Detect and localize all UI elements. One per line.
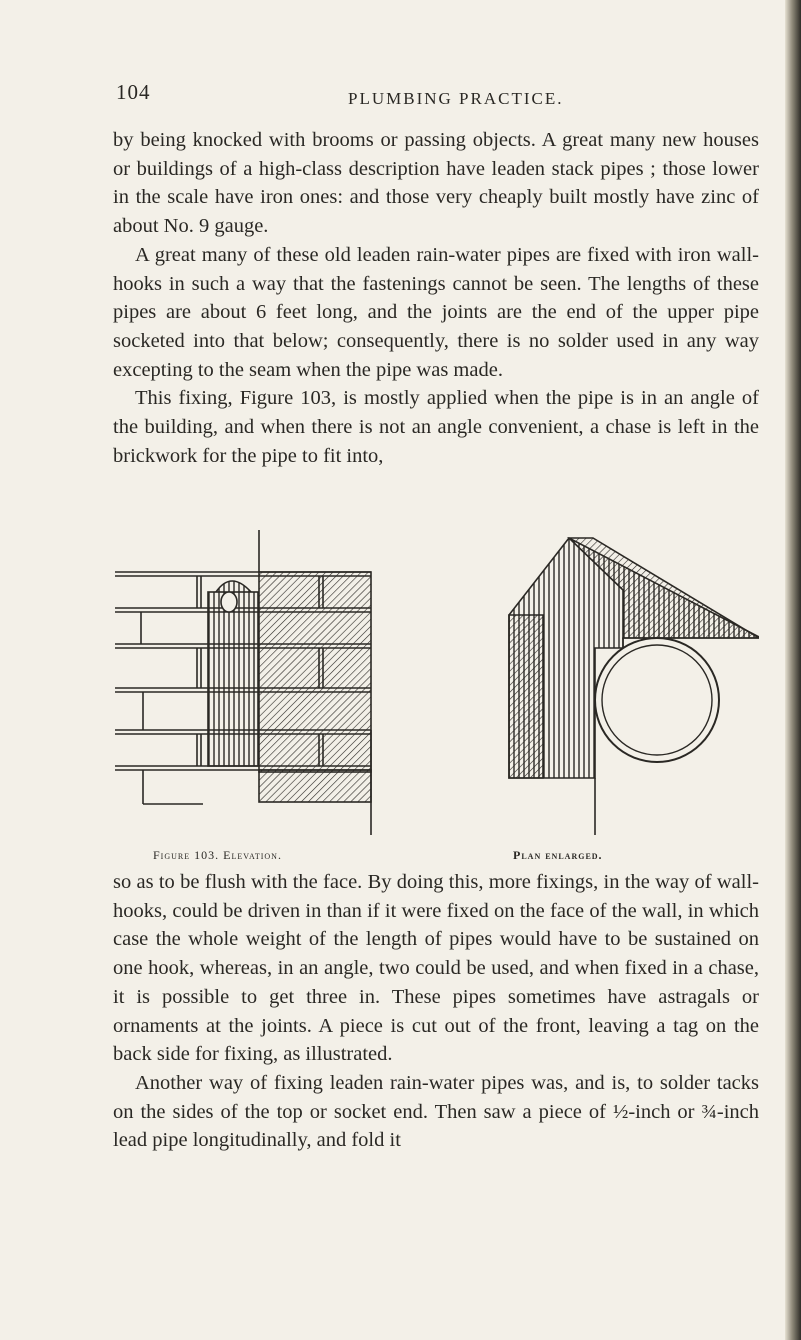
- paragraph-1: by being knocked with brooms or passing objects. A great many new houses or buildings of a high-class description have leaden stack pipes ; those lower in the scale have iron ones: and those very cheaply built mostly have zinc of about No. 9 gauge.: [113, 129, 759, 238]
- plan-drawing: [509, 538, 759, 835]
- paragraph-3: This fixing, Figure 103, is mostly applied when the pipe is in an angle of the building, and when there is not an angle convenient, a chase is left in the brickwork for the pipe to fit into,: [113, 387, 759, 467]
- page-number: 104: [116, 80, 151, 104]
- figure-drawing: [113, 530, 759, 846]
- body-text-top: [113, 126, 759, 470]
- page-header: [116, 80, 756, 120]
- paragraph-4: so as to be flush with the face. By doing this, more fixings, in the way of wall-hooks, could be driven in than if it were fixed on the face of the wall, in which case the whole weight of the length of pipes would have to be sustained on one hook, whereas, in an angle, two could be used, and when fixed in a chase, it is possible to get three in. These pipes sometimes have astragals or ornaments at the joints. A piece is cut out of the front, leaving a tag on the back side for fixing, as illustrated.: [113, 871, 759, 1066]
- running-head: PLUMBING PRACTICE.: [348, 89, 564, 108]
- elevation-drawing: [115, 530, 371, 835]
- body-text-bottom: [113, 868, 759, 1155]
- figure-caption-plan: Plan enlarged.: [513, 848, 603, 862]
- paragraph-2: A great many of these old leaden rain-water pipes are fixed with iron wall-hooks in such a way that the fastenings cannot be seen. The lengths of these pipes are about 6 feet long, and the joints are the end of the upper pipe socketed into that below; consequently, there is no solder used in any way excepting to the seam when the pipe was made.: [113, 243, 759, 381]
- figure-103: [113, 530, 759, 862]
- book-spine-shadow: [785, 0, 801, 1340]
- figure-caption-elevation: Figure 103. Elevation.: [153, 848, 282, 862]
- paragraph-5: Another way of fixing leaden rain-water pipes was, and is, to solder tacks on the sides of the top or socket end. Then saw a piece of ½-inch or ¾-inch lead pipe longitudinally, and fold it: [113, 1071, 759, 1152]
